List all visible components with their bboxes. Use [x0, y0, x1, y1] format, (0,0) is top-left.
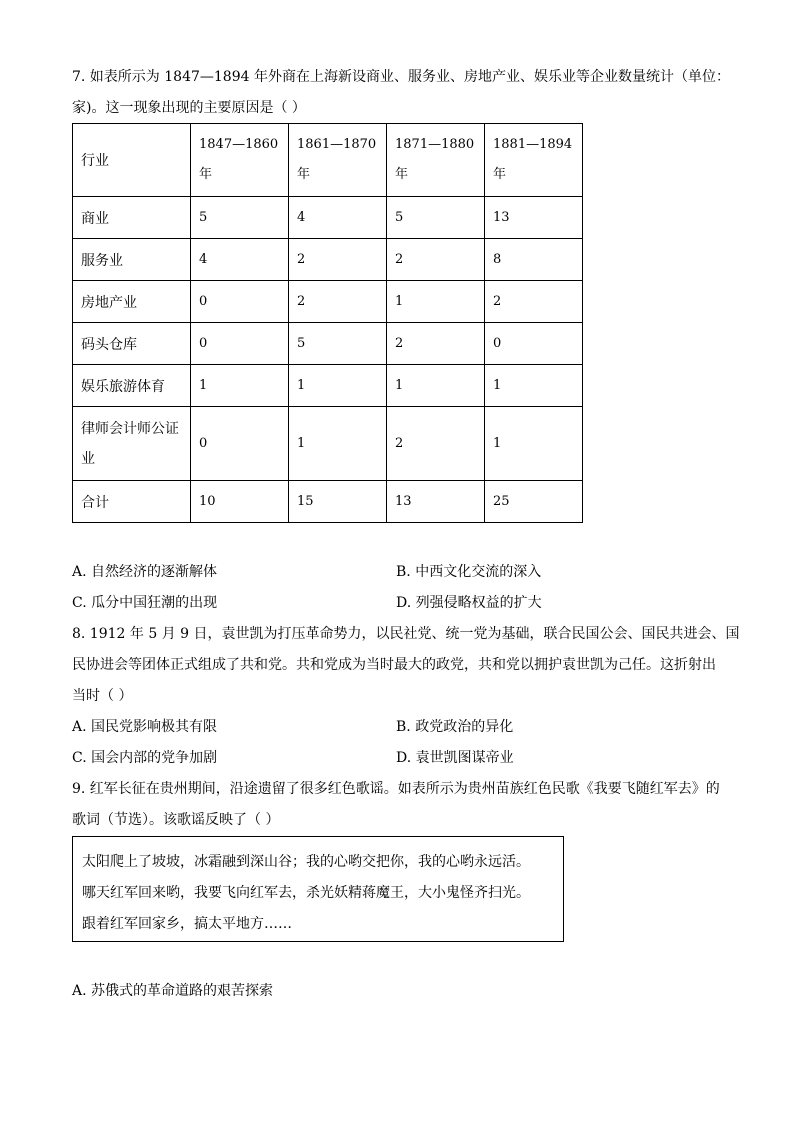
table-cell: 1: [191, 365, 289, 407]
q8-option-b[interactable]: B. 政党政治的异化: [396, 719, 514, 735]
header-cell: 1881—1894 年: [485, 124, 583, 197]
table-cell: 25: [485, 481, 583, 523]
table-cell: 2: [289, 239, 387, 281]
q7-stem-line1: 7. 如表所示为 1847—1894 年外商在上海新设商业、服务业、房地产业、娱乐业等企业数量统计（单位：: [72, 69, 730, 85]
table-row: [73, 197, 583, 239]
table-cell: 0: [191, 323, 289, 365]
table-cell: 15: [289, 481, 387, 523]
table-row: [73, 239, 583, 281]
table-cell: 4: [191, 239, 289, 281]
lyrics-line: 跟着红军回家乡，搞太平地方……: [82, 916, 292, 932]
row-label: 房地产业: [73, 281, 191, 323]
table-row: [73, 481, 583, 523]
table-cell: 0: [485, 323, 583, 365]
table-row: [73, 365, 583, 407]
q7-data-table: [72, 123, 583, 523]
q9-lyrics-box: [72, 836, 564, 942]
table-row: [73, 281, 583, 323]
row-label: 码头仓库: [73, 323, 191, 365]
table-cell: 10: [191, 481, 289, 523]
row-label: 服务业: [73, 239, 191, 281]
q7-option-b[interactable]: B. 中西文化交流的深入: [396, 564, 542, 580]
table-cell: 1: [387, 281, 485, 323]
header-cell: 行业: [73, 124, 191, 197]
table-cell: 13: [387, 481, 485, 523]
table-cell: 0: [191, 281, 289, 323]
q7-option-a[interactable]: A. 自然经济的逐渐解体: [72, 564, 218, 580]
table-cell: 1: [485, 407, 583, 481]
row-label: 商业: [73, 197, 191, 239]
row-label: 娱乐旅游体育: [73, 365, 191, 407]
table-cell: 5: [387, 197, 485, 239]
table-cell: 5: [191, 197, 289, 239]
table-cell: 4: [289, 197, 387, 239]
q7-option-d[interactable]: D. 列强侵略权益的扩大: [396, 595, 542, 611]
lyrics-line: 哪天红军回来哟，我要飞向红军去，杀光妖精蒋魔王，大小鬼怪齐扫光。: [82, 885, 530, 901]
q8-stem-line2: 民协进会等团体正式组成了共和党。共和党成为当时最大的政党，共和党以拥护袁世凯为己任。这折射出: [72, 657, 716, 673]
table-cell: 1: [485, 365, 583, 407]
table-cell: 1: [289, 407, 387, 481]
table-cell: 2: [387, 323, 485, 365]
table-cell: 2: [387, 407, 485, 481]
q9-stem-line2: 歌词（节选）。该歌谣反映了（ ）: [72, 812, 280, 828]
table-cell: 0: [191, 407, 289, 481]
q8-stem-line3: 当时（ ）: [72, 688, 133, 704]
table-row: [73, 323, 583, 365]
lyrics-line: 太阳爬上了坡坡，冰霜融到深山谷；我的心哟交把你，我的心哟永远活。: [82, 854, 530, 870]
header-cell: 1871—1880 年: [387, 124, 485, 197]
header-cell: 1847—1860 年: [191, 124, 289, 197]
q8-option-c[interactable]: C. 国会内部的党争加剧: [72, 750, 218, 766]
q8-option-a[interactable]: A. 国民党影响极其有限: [72, 719, 218, 735]
table-cell: 2: [485, 281, 583, 323]
q9-option-a[interactable]: A. 苏俄式的革命道路的艰苦探索: [72, 983, 274, 999]
row-label: 合计: [73, 481, 191, 523]
q9-stem-line1: 9. 红军长征在贵州期间，沿途遗留了很多红色歌谣。如表所示为贵州苗族红色民歌《我要飞随红军去》的: [72, 781, 720, 797]
row-label: 律师会计师公证 业: [73, 407, 191, 481]
table-cell: 2: [289, 281, 387, 323]
q8-stem-line1: 8. 1912 年 5 月 9 日，袁世凯为打压革命势力，以民社党、统一党为基础，联合民国公会、国民共进会、国: [72, 626, 740, 642]
q8-option-d[interactable]: D. 袁世凯图谋帝业: [396, 750, 514, 766]
table-cell: 8: [485, 239, 583, 281]
table-cell: 13: [485, 197, 583, 239]
table-row: [73, 407, 583, 481]
q7-option-c[interactable]: C. 瓜分中国狂潮的出现: [72, 595, 218, 611]
table-cell: 1: [387, 365, 485, 407]
table-cell: 5: [289, 323, 387, 365]
table-cell: 1: [289, 365, 387, 407]
header-cell: 1861—1870 年: [289, 124, 387, 197]
table-header-row: [73, 124, 583, 197]
table-cell: 2: [387, 239, 485, 281]
q7-stem-line2: 家)。这一现象出现的主要原因是（ ）: [72, 100, 306, 116]
